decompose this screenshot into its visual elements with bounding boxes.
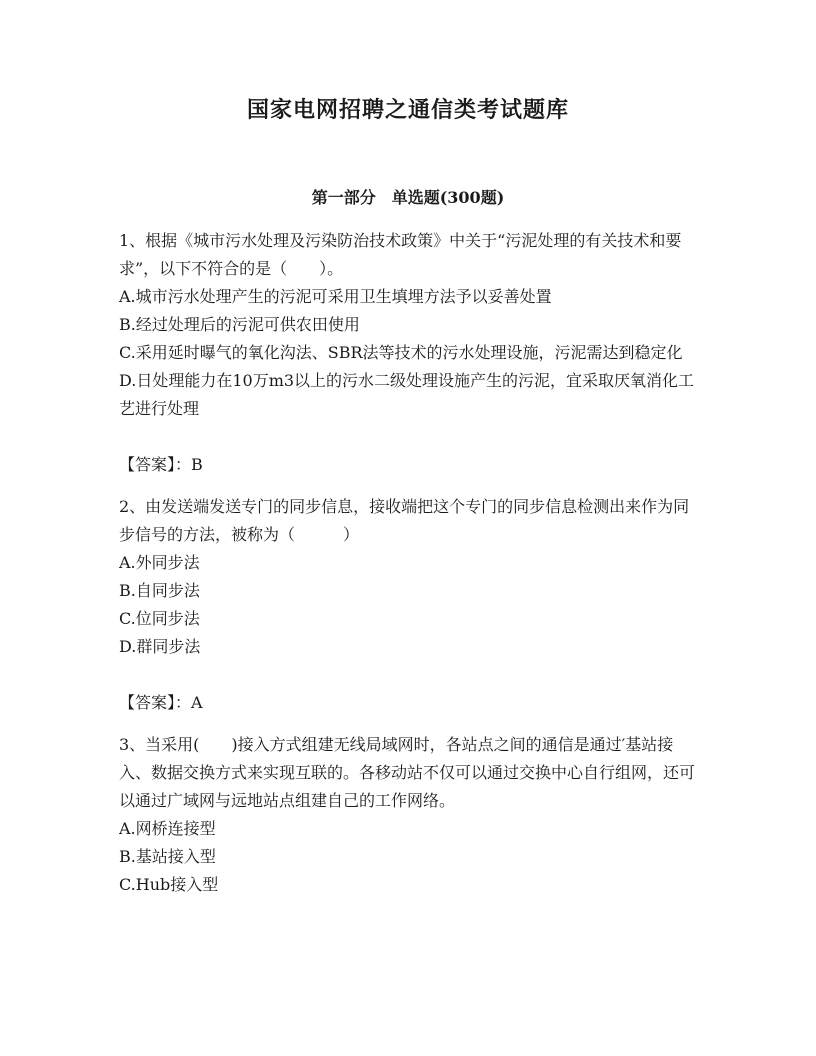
option-d: D.群同步法 bbox=[119, 637, 201, 656]
document-title: 国家电网招聘之通信类考试题库 bbox=[246, 97, 569, 123]
question-item bbox=[119, 227, 699, 493]
option-c: C.位同步法 bbox=[119, 609, 200, 628]
option-b: B.经过处理后的污泥可供农田使用 bbox=[119, 315, 360, 334]
option-c: C.Hub接入型 bbox=[119, 875, 219, 894]
option-c: C.采用延时曝气的氧化沟法、SBR法等技术的污水处理设施，污泥需达到稳定化 bbox=[119, 343, 683, 362]
question-stem: 3、当采用( )接入方式组建无线局域网时，各站点之间的通信是通过′基站接入、数据交换方式来实现互联的。各移动站不仅可以通过交换中心自行组网，还可以通过广域网与远地站点组建自己的工作网络。 bbox=[119, 735, 696, 810]
question-item bbox=[119, 731, 699, 899]
option-b: B.基站接入型 bbox=[119, 847, 216, 866]
spacer bbox=[119, 479, 699, 493]
answer-label: 【答案】：A bbox=[119, 693, 203, 712]
option-a: A.网桥连接型 bbox=[119, 819, 216, 838]
spacer bbox=[119, 661, 699, 689]
spacer bbox=[119, 423, 699, 451]
option-a: A.城市污水处理产生的污泥可采用卫生填埋方法予以妥善处置 bbox=[119, 287, 552, 306]
question-stem: 2、由发送端发送专门的同步信息，接收端把这个专门的同步信息检测出来作为同步信号的方法，被称为（ ） bbox=[119, 497, 690, 544]
option-a: A.外同步法 bbox=[119, 553, 200, 572]
section-heading: 第一部分 单选题(300题) bbox=[311, 188, 505, 207]
answer-label: 【答案】：B bbox=[119, 455, 203, 474]
question-item bbox=[119, 493, 699, 731]
spacer bbox=[119, 717, 699, 731]
option-d: D.日处理能力在10万m3以上的污水二级处理设施产生的污泥，宜采取厌氧消化工艺进行处理 bbox=[119, 371, 695, 418]
question-stem: 1、根据《城市污水处理及污染防治技术政策》中关于“污泥处理的有关技术和要求”，以下不符合的是（ ）。 bbox=[119, 231, 682, 278]
option-b: B.自同步法 bbox=[119, 581, 200, 600]
question-list bbox=[119, 227, 699, 899]
